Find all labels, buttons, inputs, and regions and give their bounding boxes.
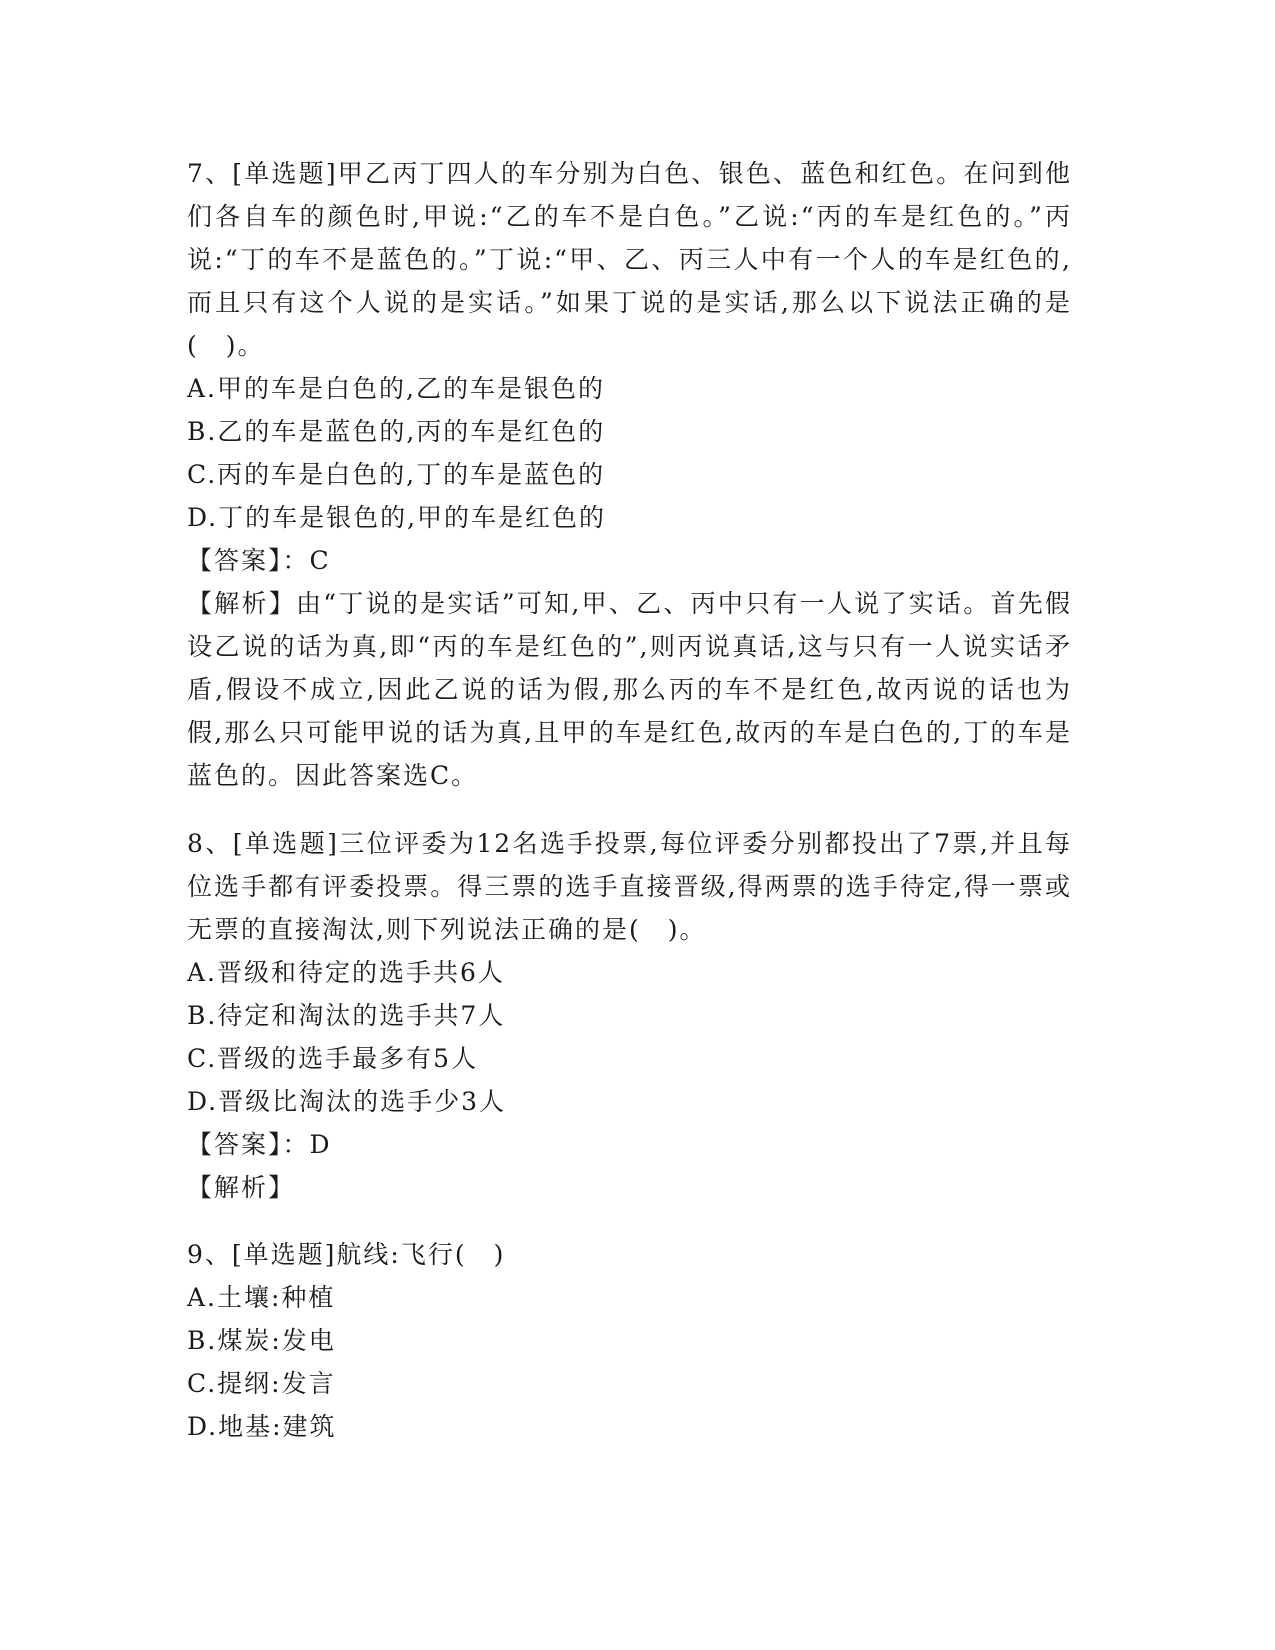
analysis-text: 【解析】由“丁说的是实话”可知,甲、乙、丙中只有一人说了实话。首先假设乙说的话为真,即“丙的车是红色的”,则丙说真话,这与只有一人说实话矛盾,假设不成立,因此乙说的话为假,那么丙的车不是红色,故丙说的话也为假,那么只可能甲说的话为真,且甲的车是红色,故丙的车是白色的,丁的车是蓝色的。因此答案选C。 [187, 589, 1072, 790]
option-c: C.丙的车是白色的,丁的车是蓝色的 [187, 460, 606, 489]
option-d: D.地基:建筑 [187, 1412, 337, 1441]
question-stem: 8、[单选题]三位评委为12名选手投票,每位评委分别都投出了7票,并且每位选手都有评委投票。得三票的选手直接晋级,得两票的选手待定,得一票或无票的直接淘汰,则下列说法正确的是( )。 [187, 829, 1072, 944]
option-a: A.甲的车是白色的,乙的车是银色的 [187, 374, 605, 403]
question-stem: 7、[单选题]甲乙丙丁四人的车分别为白色、银色、蓝色和红色。在问到他们各自车的颜色时,甲说:“乙的车不是白色。”乙说:“丙的车是红色的。”丙说:“丁的车不是蓝色的。”丁说:“甲、乙、丙三人中有一个人的车是红色的,而且只有这个人说的是实话。”如果丁说的是实话,那么以下说法正确的是( )。 [187, 159, 1072, 360]
analysis-text: 【解析】 [187, 1173, 296, 1202]
option-a: A.土壤:种植 [187, 1283, 336, 1312]
question-stem: 9、[单选题]航线:飞行( ) [187, 1240, 506, 1269]
option-d: D.丁的车是银色的,甲的车是红色的 [187, 503, 607, 532]
option-c: C.晋级的选手最多有5人 [187, 1044, 479, 1073]
option-d: D.晋级比淘汰的选手少3人 [187, 1087, 507, 1116]
question-7 [187, 152, 1072, 797]
option-c: C.提纲:发言 [187, 1369, 336, 1398]
option-b: B.煤炭:发电 [187, 1326, 336, 1355]
option-b: B.待定和淘汰的选手共7人 [187, 1001, 506, 1030]
option-a: A.晋级和待定的选手共6人 [187, 958, 505, 987]
question-8 [187, 822, 1072, 1209]
option-b: B.乙的车是蓝色的,丙的车是红色的 [187, 417, 606, 446]
answer-line: 【答案】：D [187, 1130, 332, 1159]
answer-line: 【答案】：C [187, 546, 331, 575]
question-9 [187, 1233, 1072, 1448]
